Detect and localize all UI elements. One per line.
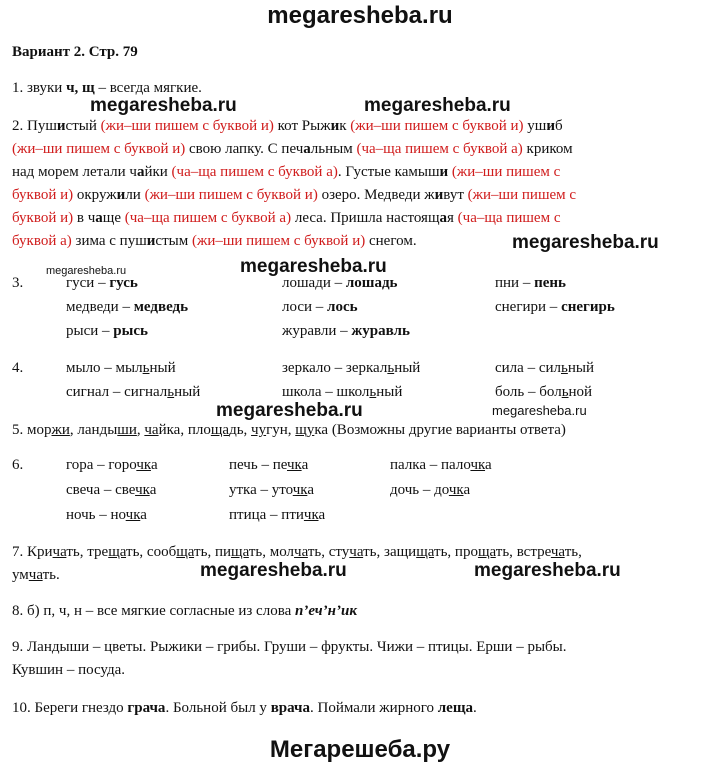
text: зима с пуш <box>71 233 147 249</box>
text: а <box>140 507 147 523</box>
watermark-small: megaresheba.ru <box>492 403 587 418</box>
rule-note: (жи–ши пишем с буквой и) <box>144 187 318 203</box>
text: ще <box>102 210 125 226</box>
underlined-letters: ча <box>349 544 364 560</box>
rule-note: (жи–ши пишем с <box>451 164 561 180</box>
text: пло <box>187 422 211 438</box>
text: а <box>150 457 158 473</box>
watermark: megaresheba.ru <box>216 400 363 421</box>
text: пни – <box>495 275 535 291</box>
underlined-letter: ь <box>369 384 377 400</box>
bold-letter: и <box>146 233 156 249</box>
rule-note: буквой и) <box>12 210 74 226</box>
text: уш <box>523 118 547 134</box>
text: сигнал – сигнал <box>66 384 168 400</box>
text: лошади – <box>282 275 346 291</box>
text: гун, <box>266 422 296 438</box>
underlined-letters: чк <box>292 482 308 498</box>
text: а <box>485 457 492 473</box>
task-6-cell <box>66 507 147 524</box>
task-6-cell <box>229 457 308 474</box>
text: ный <box>394 360 421 376</box>
text: . Поймали жирного <box>310 700 438 716</box>
text: озеро. Медведи ж <box>317 187 435 203</box>
text: ть, <box>434 544 455 560</box>
bold-word: рысь <box>113 323 148 339</box>
text: ть. <box>42 567 60 583</box>
rule-note: (жи–ши пишем с буквой и) <box>350 118 524 134</box>
underlined-letters: чк <box>135 482 150 498</box>
watermark: megaresheba.ru <box>364 95 511 116</box>
underlined-letters: ща <box>416 544 435 560</box>
rule-note: (жи–ши пишем с буквой и) <box>100 118 274 134</box>
text: защи <box>384 544 417 560</box>
text: льным <box>310 141 357 157</box>
underlined-letters: чу <box>251 422 267 438</box>
task-2-line-5 <box>12 210 561 227</box>
task-3-number: 3. <box>12 275 24 291</box>
watermark: megaresheba.ru <box>512 232 659 253</box>
text: Пуш <box>27 118 57 134</box>
text: а <box>318 507 326 523</box>
underlined-letters: чк <box>287 457 302 473</box>
bold-word: лось <box>327 299 358 315</box>
watermark: megaresheba.ru <box>200 560 347 581</box>
rule-note: (ча–ща пишем с буквой а) <box>124 210 292 226</box>
underlined-letters: ща <box>176 544 195 560</box>
text: . <box>473 700 477 716</box>
text: ть, <box>363 544 385 560</box>
underlined-letters: чк <box>125 507 141 523</box>
text: стый <box>65 118 101 134</box>
task-2-line-2 <box>12 141 573 158</box>
task-4-cell <box>282 360 420 377</box>
task-3-cell <box>495 299 615 316</box>
bold-letter: и <box>330 118 340 134</box>
text: ум <box>12 567 29 583</box>
text: ли <box>125 187 145 203</box>
text: окруж <box>73 187 117 203</box>
text: ть, <box>564 544 582 560</box>
text: школа – школ <box>282 384 370 400</box>
text: ный <box>149 360 176 376</box>
task-6-cell <box>390 482 470 499</box>
underlined-letter: ь <box>142 360 150 376</box>
underlined-letters: щу <box>295 422 315 438</box>
text: стым <box>155 233 192 249</box>
bold-letter: а <box>136 164 145 180</box>
underlined-letters: ща <box>210 422 230 438</box>
text: зеркало – зеркал <box>282 360 388 376</box>
underlined-letter: ь <box>167 384 175 400</box>
text: печь – пе <box>229 457 288 473</box>
text: ный <box>567 360 594 376</box>
text: лоси – <box>282 299 328 315</box>
task-7-line-2 <box>12 567 60 584</box>
underlined-letters: ща <box>231 544 249 560</box>
underlined-letters: ча <box>294 544 308 560</box>
text: а <box>463 482 471 498</box>
text: ланды <box>77 422 118 438</box>
rule-note: (жи–ши пишем с буквой и) <box>191 233 366 249</box>
rule-note: (ча–ща пишем с буквой а) <box>356 141 523 157</box>
bold-word: пень <box>534 275 566 291</box>
text: , <box>69 422 78 438</box>
bold-word: журавль <box>351 323 410 339</box>
rule-note: (жи–ши пишем с <box>467 187 577 203</box>
task-4-cell <box>66 384 200 401</box>
task-number: 9. <box>12 639 24 655</box>
bold-text: ч, щ <box>66 80 95 96</box>
text: Береги гнездо <box>34 700 128 716</box>
text: гуси – <box>66 275 110 291</box>
text: ный <box>376 384 403 400</box>
text: криком <box>522 141 573 157</box>
underlined-letters: ча <box>144 422 159 438</box>
text: дь, <box>229 422 252 438</box>
bold-word: гусь <box>109 275 138 291</box>
task-4-number: 4. <box>12 360 24 376</box>
watermark: megaresheba.ru <box>240 256 387 277</box>
text: б <box>555 118 563 134</box>
task-3-cell <box>282 299 358 316</box>
text: кот Рыж <box>273 118 331 134</box>
text: мол <box>269 544 295 560</box>
task-3-cell <box>282 275 397 292</box>
text: я <box>447 210 458 226</box>
bold-word: лошадь <box>345 275 398 291</box>
underlined-letters: ща <box>477 544 496 560</box>
task-2-line-3 <box>12 164 560 181</box>
bold-word: грача <box>127 700 166 716</box>
task-6-cell <box>229 482 314 499</box>
text: тре <box>87 544 109 560</box>
text: в ч <box>73 210 96 226</box>
rule-note: буквой и) <box>12 187 74 203</box>
text: снегом. <box>365 233 417 249</box>
watermark: megaresheba.ru <box>474 560 621 581</box>
bold-letter: и <box>434 187 444 203</box>
underlined-letters: ши <box>117 422 137 438</box>
task-9-line-2: Кувшин – посуда. <box>12 662 126 678</box>
rule-note: буквой а) <box>12 233 72 249</box>
text: . Больной был у <box>165 700 271 716</box>
task-6-number: 6. <box>12 457 24 473</box>
task-6-cell <box>66 457 158 474</box>
text: а <box>307 482 315 498</box>
text: к <box>339 118 351 134</box>
text: мор <box>27 422 52 438</box>
rule-note: (ча–ща пишем с <box>457 210 561 226</box>
bold-letter: а <box>303 141 311 157</box>
watermark-small: megaresheba.ru <box>46 265 127 277</box>
underlined-letter: ь <box>561 360 568 376</box>
text: вут <box>443 187 468 203</box>
task-10 <box>12 700 477 717</box>
bold-letter: а <box>439 210 448 226</box>
underlined-letters: чк <box>303 507 319 523</box>
task-3-cell <box>66 323 148 340</box>
task-7-line-1 <box>12 544 582 561</box>
text: ночь – но <box>66 507 126 523</box>
task-8 <box>12 603 357 620</box>
task-4-cell <box>282 384 402 401</box>
task-4-cell <box>495 384 592 401</box>
task-3-cell <box>495 275 566 292</box>
task-number: 5. <box>12 422 24 438</box>
text: дочь – до <box>390 482 449 498</box>
text: свою лапку. С печ <box>185 141 304 157</box>
text: над морем летали ч <box>12 164 137 180</box>
bold-letter: и <box>439 164 449 180</box>
text: рыси – <box>66 323 114 339</box>
text: сооб <box>146 544 177 560</box>
text: . Густые камыш <box>337 164 440 180</box>
task-6-cell <box>390 457 492 474</box>
text: ть, <box>307 544 329 560</box>
text: свеча – све <box>66 482 136 498</box>
rule-note: (ча–ща пишем с буквой а) <box>171 164 338 180</box>
task-2-line-6 <box>12 233 417 250</box>
bold-word: леща <box>437 700 473 716</box>
task-6-cell <box>229 507 325 524</box>
text: палка – пало <box>390 457 471 473</box>
underlined-letters: ща <box>108 544 127 560</box>
text: звуки <box>27 80 67 96</box>
task-number: 7. <box>12 544 24 560</box>
task-3-cell <box>66 275 138 292</box>
text: ть, <box>126 544 147 560</box>
text: ный <box>174 384 201 400</box>
text: утка – уто <box>229 482 293 498</box>
text: про <box>454 544 478 560</box>
task-4-cell <box>495 360 594 377</box>
text: ть, <box>248 544 270 560</box>
text: , <box>136 422 145 438</box>
text: йка, <box>158 422 188 438</box>
header-watermark: megaresheba.ru <box>267 2 453 29</box>
bold-letter: и <box>116 187 126 203</box>
text: б) п, ч, н – все мягкие согласные из слова <box>27 603 295 619</box>
text: Ландыши – цветы. Рыжики – грибы. Груши – фрукты. Чижи – птицы. Ерши – рыбы. <box>27 639 567 655</box>
underlined-letters: жи <box>51 422 70 438</box>
bold-word: медведь <box>133 299 189 315</box>
text: ть, <box>495 544 517 560</box>
text: гора – горо <box>66 457 137 473</box>
bold-word: снегирь <box>561 299 615 315</box>
task-6-cell <box>66 482 156 499</box>
text: мыло – мыл <box>66 360 143 376</box>
watermark: megaresheba.ru <box>90 95 237 116</box>
underlined-letter: ь <box>387 360 395 376</box>
text: леса. Пришла настоящ <box>291 210 440 226</box>
text: медведи – <box>66 299 134 315</box>
text: – всегда мягкие. <box>94 80 202 96</box>
task-3-cell <box>282 323 410 340</box>
task-3-cell <box>66 299 188 316</box>
underlined-letters: ча <box>28 567 43 583</box>
text: пи <box>214 544 232 560</box>
bold-letter: и <box>56 118 66 134</box>
text: а <box>149 482 157 498</box>
underlined-letters: чк <box>136 457 151 473</box>
underlined-letters: ча <box>550 544 565 560</box>
text: ной <box>568 384 593 400</box>
underlined-letters: чк <box>470 457 486 473</box>
text: ть, <box>66 544 88 560</box>
footer-watermark: Мегарешеба.ру <box>269 736 451 763</box>
text: ка <box>314 422 329 438</box>
bold-word: врача <box>270 700 310 716</box>
text: птица – пти <box>229 507 304 523</box>
text: йки <box>144 164 172 180</box>
page-title: Вариант 2. Стр. 79 <box>12 44 138 60</box>
text: журавли – <box>282 323 352 339</box>
underlined-letters: чк <box>448 482 464 498</box>
text: сту <box>328 544 350 560</box>
underlined-letters: ча <box>52 544 67 560</box>
text: боль – бол <box>495 384 562 400</box>
text: а <box>301 457 309 473</box>
task-5 <box>12 422 566 439</box>
underlined-letter: ь <box>561 384 569 400</box>
task-number: 2. <box>12 118 24 134</box>
text: (Возможны другие варианты ответа) <box>328 422 566 438</box>
task-2-line-4 <box>12 187 576 204</box>
task-4-cell <box>66 360 176 377</box>
text: ть, <box>194 544 215 560</box>
task-2-line-1 <box>12 118 563 135</box>
task-number: 8. <box>12 603 24 619</box>
task-9-line-1 <box>12 639 567 656</box>
task-number: 1. <box>12 80 24 96</box>
transcription: п’еч’н’ик <box>295 603 357 619</box>
task-number: 10. <box>12 700 31 716</box>
text: встре <box>516 544 551 560</box>
text: снегири – <box>495 299 562 315</box>
bold-letter: а <box>95 210 103 226</box>
text: Кри <box>27 544 53 560</box>
rule-note: (жи–ши пишем с буквой и) <box>12 141 186 157</box>
text: сила – сил <box>495 360 561 376</box>
bold-letter: и <box>546 118 555 134</box>
